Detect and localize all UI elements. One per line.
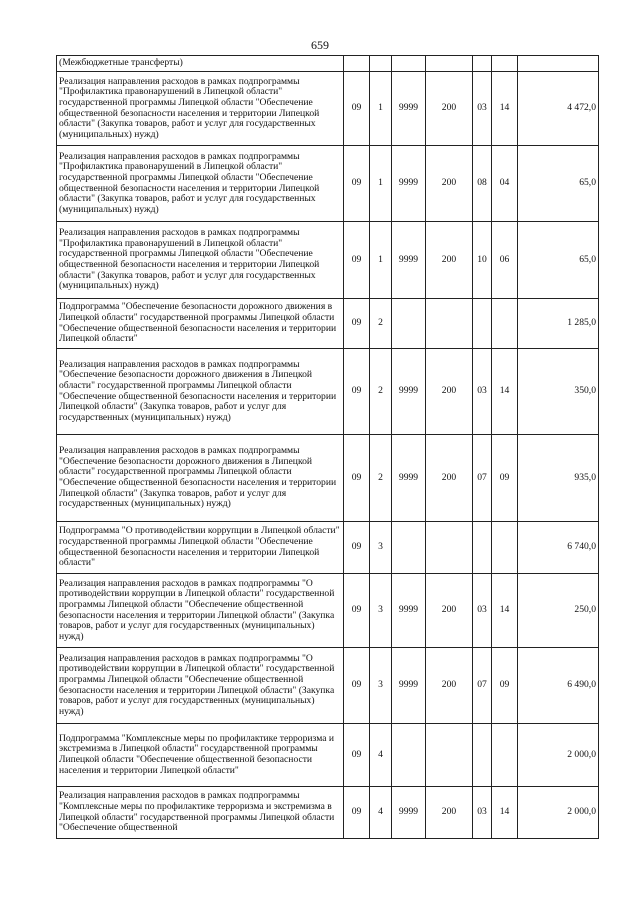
row-amount: 350,0 [518, 349, 599, 435]
code-subprogram: 3 [370, 574, 392, 648]
row-description: Реализация направления расходов в рамках подпрограммы "Профилактика правонарушений в Липецкой области" государственной программы Липецкой области "Обеспечение общественной безопасности населения и территории Липецкой области" (Закупка товаров, работ и услуг для государственных (муниципальных) нужд) [57, 222, 344, 299]
table-row [57, 349, 599, 435]
code-expense-type: 200 [426, 574, 473, 648]
code-expense-type [426, 56, 473, 72]
code-expense-type: 200 [426, 222, 473, 299]
code-direction [392, 522, 426, 574]
code-subprogram: 2 [370, 435, 392, 522]
code-section: 07 [473, 435, 492, 522]
code-gp: 09 [344, 222, 370, 299]
code-subprogram [370, 56, 392, 72]
row-amount: 6 490,0 [518, 648, 599, 724]
code-subsection: 09 [492, 435, 518, 522]
table-row [57, 787, 599, 839]
code-subsection [492, 522, 518, 574]
row-description: Реализация направления расходов в рамках подпрограммы "Профилактика правонарушений в Липецкой области" государственной программы Липецкой области "Обеспечение общественной безопасности населения и территории Липецкой области" (Закупка товаров, работ и услуг для государственных (муниципальных) нужд) [57, 146, 344, 222]
code-gp: 09 [344, 787, 370, 839]
code-direction: 9999 [392, 648, 426, 724]
code-gp: 09 [344, 349, 370, 435]
code-expense-type: 200 [426, 648, 473, 724]
code-subprogram: 1 [370, 146, 392, 222]
row-amount: 65,0 [518, 222, 599, 299]
row-description: Реализация направления расходов в рамках подпрограммы "Обеспечение безопасности дорожного движения в Липецкой области" государственной программы Липецкой области "Обеспечение общественной безопасности населения и территории Липецкой области" (Закупка товаров, работ и услуг для государственных (муниципальных) нужд) [57, 435, 344, 522]
code-direction: 9999 [392, 435, 426, 522]
code-section [473, 724, 492, 787]
code-expense-type: 200 [426, 72, 473, 146]
code-direction: 9999 [392, 72, 426, 146]
code-expense-type: 200 [426, 787, 473, 839]
code-direction: 9999 [392, 349, 426, 435]
row-amount: 2 000,0 [518, 787, 599, 839]
budget-table [56, 55, 599, 839]
table-row [57, 146, 599, 222]
row-description: Реализация направления расходов в рамках подпрограммы "О противодействии коррупции в Липецкой области" государственной программы Липецкой области "Обеспечение общественной безопасности населения и территории Липецкой области" (Закупка товаров, работ и услуг для государственных (муниципальных) нужд) [57, 574, 344, 648]
table-row [57, 56, 599, 72]
code-subprogram: 1 [370, 72, 392, 146]
code-gp: 09 [344, 522, 370, 574]
code-subsection: 14 [492, 349, 518, 435]
code-subprogram: 4 [370, 787, 392, 839]
code-subsection [492, 299, 518, 349]
code-expense-type: 200 [426, 435, 473, 522]
code-direction: 9999 [392, 146, 426, 222]
code-subprogram: 4 [370, 724, 392, 787]
page-number: 659 [311, 38, 329, 52]
code-direction [392, 56, 426, 72]
row-description: Реализация направления расходов в рамках подпрограммы "Комплексные меры по профилактике терроризма и экстремизма в Липецкой области" государственной программы Липецкой области "Обеспечение общественной [57, 787, 344, 839]
code-subsection [492, 56, 518, 72]
code-gp: 09 [344, 299, 370, 349]
code-gp: 09 [344, 146, 370, 222]
code-section: 03 [473, 574, 492, 648]
row-amount: 4 472,0 [518, 72, 599, 146]
code-subsection: 04 [492, 146, 518, 222]
row-amount: 6 740,0 [518, 522, 599, 574]
code-gp: 09 [344, 648, 370, 724]
code-subsection: 14 [492, 72, 518, 146]
code-subprogram: 2 [370, 349, 392, 435]
code-expense-type [426, 299, 473, 349]
table-row [57, 222, 599, 299]
code-direction: 9999 [392, 574, 426, 648]
code-gp: 09 [344, 574, 370, 648]
row-amount: 250,0 [518, 574, 599, 648]
code-subprogram: 2 [370, 299, 392, 349]
code-section [473, 56, 492, 72]
code-direction [392, 724, 426, 787]
table-row [57, 574, 599, 648]
code-expense-type: 200 [426, 349, 473, 435]
row-description: Реализация направления расходов в рамках подпрограммы "О противодействии коррупции в Липецкой области" государственной программы Липецкой области "Обеспечение общественной безопасности населения и территории Липецкой области" (Закупка товаров, работ и услуг для государственных (муниципальных) нужд) [57, 648, 344, 724]
table-row [57, 522, 599, 574]
row-amount: 65,0 [518, 146, 599, 222]
code-section: 07 [473, 648, 492, 724]
code-subprogram: 3 [370, 522, 392, 574]
row-amount [518, 56, 599, 72]
table-row [57, 724, 599, 787]
code-section [473, 522, 492, 574]
code-direction: 9999 [392, 222, 426, 299]
table-row [57, 648, 599, 724]
code-direction: 9999 [392, 787, 426, 839]
code-section: 03 [473, 72, 492, 146]
row-description: Реализация направления расходов в рамках подпрограммы "Профилактика правонарушений в Липецкой области" государственной программы Липецкой области "Обеспечение общественной безопасности населения и территории Липецкой области" (Закупка товаров, работ и услуг для государственных (муниципальных) нужд) [57, 72, 344, 146]
row-description: Подпрограмма "О противодействии коррупции в Липецкой области" государственной программы Липецкой области "Обеспечение общественной безопасности населения и территории Липецкой области" [57, 522, 344, 574]
code-expense-type: 200 [426, 146, 473, 222]
code-subsection [492, 724, 518, 787]
row-amount: 935,0 [518, 435, 599, 522]
code-gp [344, 56, 370, 72]
code-section: 10 [473, 222, 492, 299]
code-subprogram: 1 [370, 222, 392, 299]
code-gp: 09 [344, 435, 370, 522]
row-description: Подпрограмма "Обеспечение безопасности дорожного движения в Липецкой области" государственной программы Липецкой области "Обеспечение общественной безопасности населения и территории Липецкой области" [57, 299, 344, 349]
table-row [57, 72, 599, 146]
code-direction [392, 299, 426, 349]
code-section: 03 [473, 349, 492, 435]
code-subsection: 14 [492, 787, 518, 839]
code-expense-type [426, 522, 473, 574]
row-description: Подпрограмма "Комплексные меры по профилактике терроризма и экстремизма в Липецкой области" государственной программы Липецкой области "Обеспечение общественной безопасности населения и территории Липецкой области" [57, 724, 344, 787]
row-amount: 1 285,0 [518, 299, 599, 349]
code-section [473, 299, 492, 349]
row-amount: 2 000,0 [518, 724, 599, 787]
row-description: Реализация направления расходов в рамках подпрограммы "Обеспечение безопасности дорожного движения в Липецкой области" государственной программы Липецкой области "Обеспечение общественной безопасности населения и территории Липецкой области" (Закупка товаров, работ и услуг для государственных (муниципальных) нужд) [57, 349, 344, 435]
code-section: 08 [473, 146, 492, 222]
table-row [57, 435, 599, 522]
code-subsection: 09 [492, 648, 518, 724]
code-section: 03 [473, 787, 492, 839]
code-subsection: 06 [492, 222, 518, 299]
code-gp: 09 [344, 724, 370, 787]
code-subprogram: 3 [370, 648, 392, 724]
code-expense-type [426, 724, 473, 787]
code-gp: 09 [344, 72, 370, 146]
code-subsection: 14 [492, 574, 518, 648]
row-description: (Межбюджетные трансферты) [57, 56, 344, 72]
table-row [57, 299, 599, 349]
